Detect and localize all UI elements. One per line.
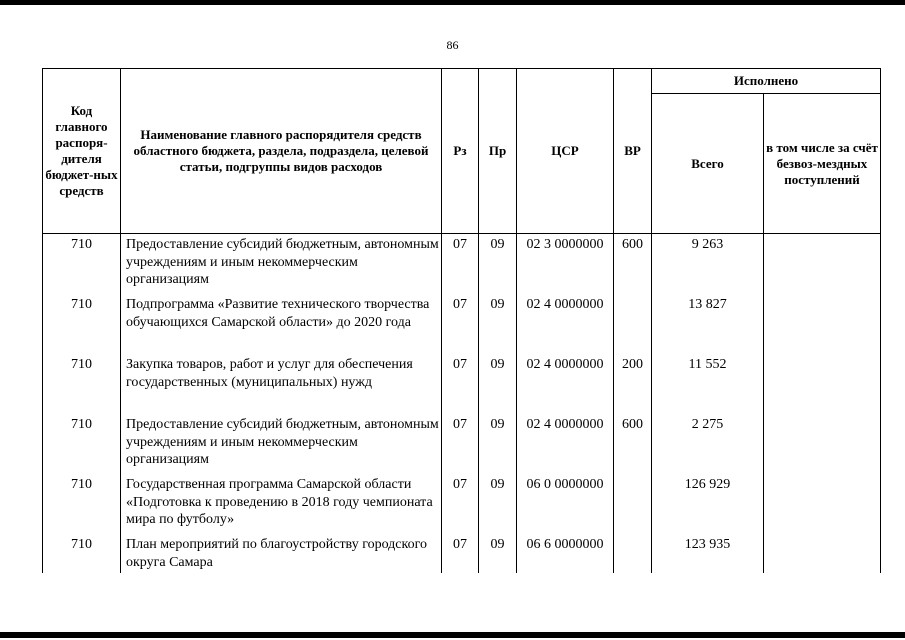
cell-incl bbox=[764, 293, 881, 353]
cell-name: Предоставление субсидий бюджетным, автономным учреждениям и иным некоммерческим организациям bbox=[121, 413, 442, 473]
cell-name: Государственная программа Самарской области «Подготовка к проведению в 2018 году чемпионата мира по футболу» bbox=[121, 473, 442, 533]
cell-pr: 09 bbox=[479, 413, 517, 473]
cell-total: 2 275 bbox=[652, 413, 764, 473]
cell-name: Подпрограмма «Развитие технического творчества обучающихся Самарской области» до 2020 года bbox=[121, 293, 442, 353]
cell-code: 710 bbox=[43, 413, 121, 473]
cell-pr: 09 bbox=[479, 233, 517, 293]
table-row bbox=[43, 233, 881, 293]
cell-csr: 02 4 0000000 bbox=[517, 293, 614, 353]
table-row bbox=[43, 473, 881, 533]
cell-vr: 200 bbox=[614, 353, 652, 413]
cell-pr: 09 bbox=[479, 293, 517, 353]
cell-name: План мероприятий по благоустройству городского округа Самара bbox=[121, 533, 442, 573]
cell-code: 710 bbox=[43, 233, 121, 293]
cell-rz: 07 bbox=[442, 353, 479, 413]
header-vr: ВР bbox=[614, 69, 652, 234]
table-header bbox=[42, 68, 881, 234]
bottom-edge-bar bbox=[0, 632, 905, 638]
cell-name: Предоставление субсидий бюджетным, автономным учреждениям и иным некоммерческим организациям bbox=[121, 233, 442, 293]
cell-incl bbox=[764, 533, 881, 573]
cell-total: 126 929 bbox=[652, 473, 764, 533]
cell-code: 710 bbox=[43, 473, 121, 533]
cell-total: 11 552 bbox=[652, 353, 764, 413]
header-name: Наименование главного распорядителя средств областного бюджета, раздела, подраздела, целевой статьи, подгруппы видов расходов bbox=[121, 69, 442, 234]
cell-incl bbox=[764, 473, 881, 533]
cell-code: 710 bbox=[43, 533, 121, 573]
cell-pr: 09 bbox=[479, 353, 517, 413]
cell-incl bbox=[764, 413, 881, 473]
cell-rz: 07 bbox=[442, 233, 479, 293]
cell-pr: 09 bbox=[479, 533, 517, 573]
cell-rz: 07 bbox=[442, 533, 479, 573]
cell-csr: 06 6 0000000 bbox=[517, 533, 614, 573]
cell-incl bbox=[764, 233, 881, 293]
cell-csr: 02 4 0000000 bbox=[517, 353, 614, 413]
header-executed: Исполнено bbox=[652, 69, 881, 94]
cell-vr: 600 bbox=[614, 233, 652, 293]
table-row bbox=[43, 293, 881, 353]
header-incl: в том числе за счёт безвоз-мездных поступлений bbox=[764, 94, 881, 234]
header-csr: ЦСР bbox=[517, 69, 614, 234]
header-rz: Рз bbox=[442, 69, 479, 234]
table-row bbox=[43, 413, 881, 473]
cell-csr: 02 3 0000000 bbox=[517, 233, 614, 293]
cell-rz: 07 bbox=[442, 293, 479, 353]
cell-vr bbox=[614, 293, 652, 353]
table-row bbox=[43, 353, 881, 413]
cell-csr: 06 0 0000000 bbox=[517, 473, 614, 533]
cell-csr: 02 4 0000000 bbox=[517, 413, 614, 473]
cell-name: Закупка товаров, работ и услуг для обеспечения государственных (муниципальных) нужд bbox=[121, 353, 442, 413]
page-number: 86 bbox=[446, 38, 459, 52]
cell-vr bbox=[614, 533, 652, 573]
cell-vr: 600 bbox=[614, 413, 652, 473]
cell-rz: 07 bbox=[442, 473, 479, 533]
cell-total: 9 263 bbox=[652, 233, 764, 293]
cell-rz: 07 bbox=[442, 413, 479, 473]
header-code: Код главного распоря-дителя бюджет-ных средств bbox=[43, 69, 121, 234]
top-edge-bar bbox=[0, 0, 905, 5]
cell-total: 13 827 bbox=[652, 293, 764, 353]
cell-incl bbox=[764, 353, 881, 413]
table-row bbox=[43, 533, 881, 573]
cell-pr: 09 bbox=[479, 473, 517, 533]
header-total: Всего bbox=[652, 94, 764, 234]
cell-code: 710 bbox=[43, 353, 121, 413]
cell-vr bbox=[614, 473, 652, 533]
cell-total: 123 935 bbox=[652, 533, 764, 573]
cell-code: 710 bbox=[43, 293, 121, 353]
header-pr: Пр bbox=[479, 69, 517, 234]
table-body bbox=[42, 233, 881, 573]
